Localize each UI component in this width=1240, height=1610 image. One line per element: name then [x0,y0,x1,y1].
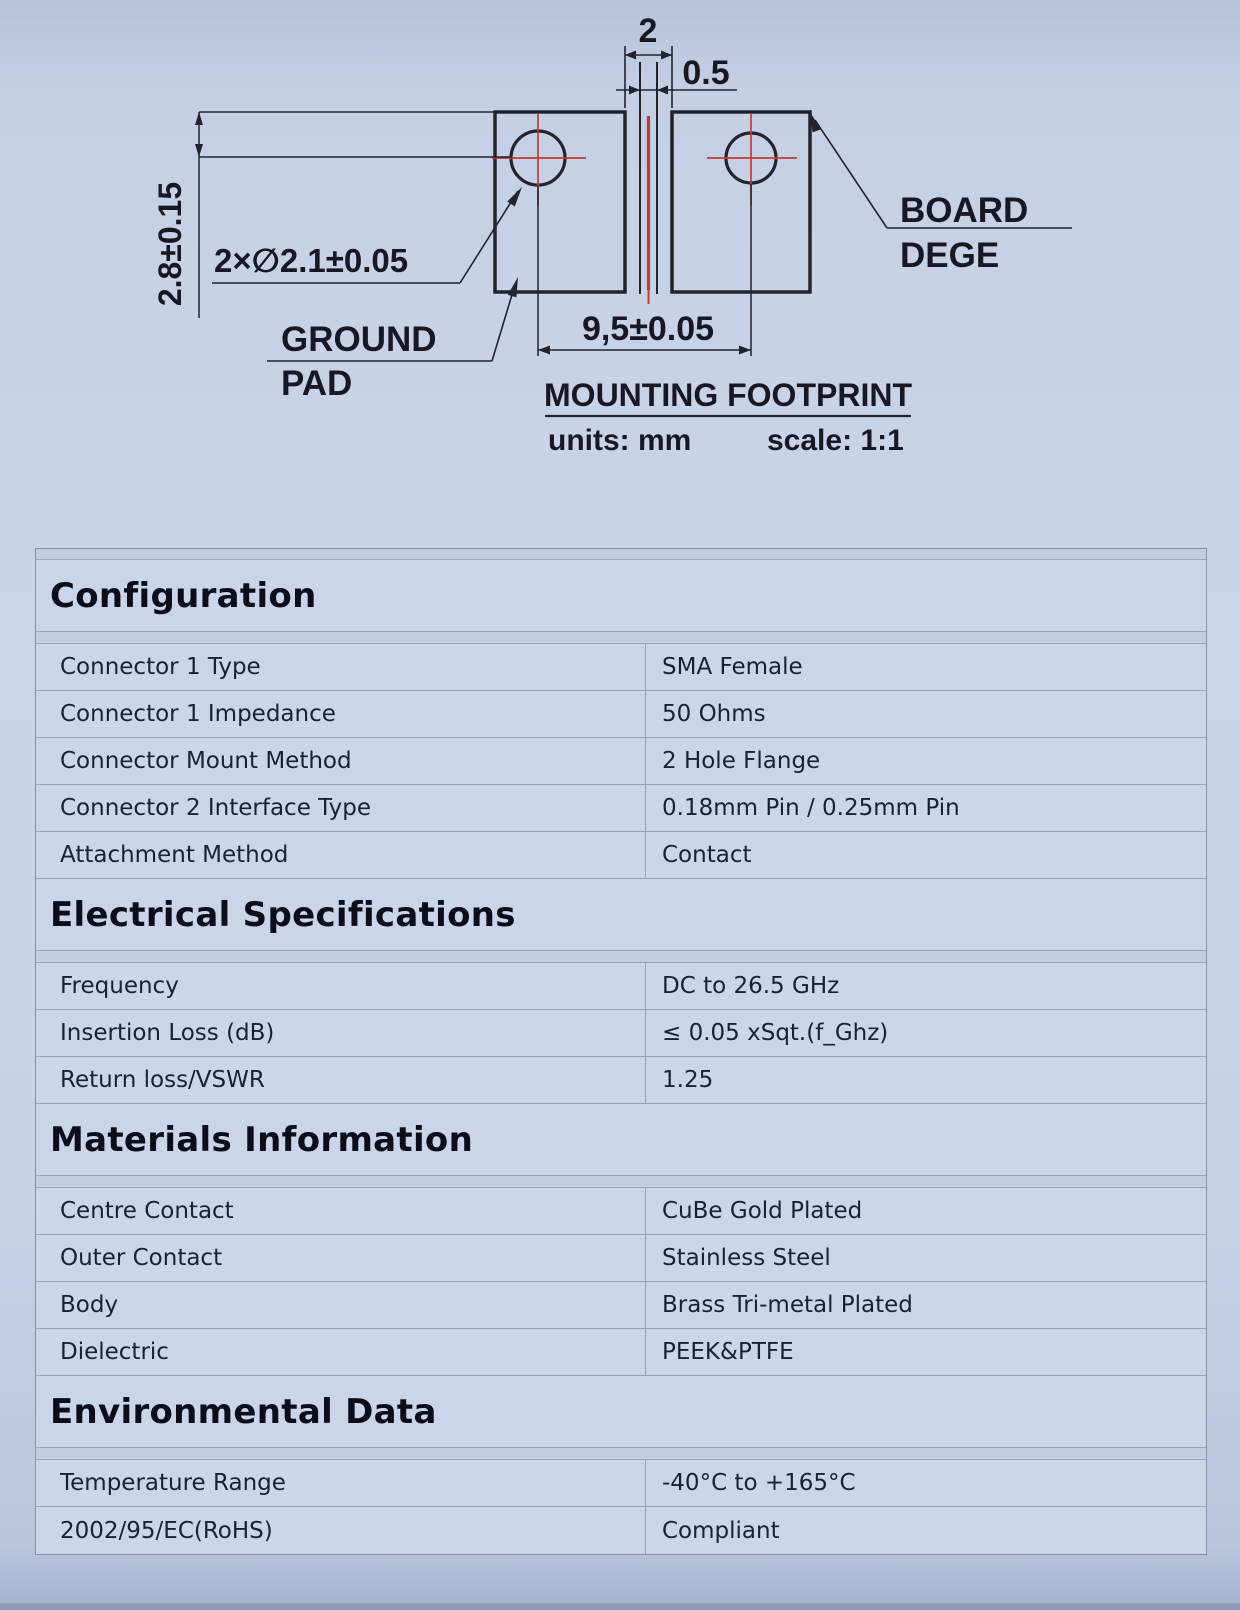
board-edge-label-line1: BOARD [900,191,1029,230]
dim-gap-width [625,46,672,108]
table-row [36,785,1206,832]
table-row [36,963,1206,1010]
section-title: Electrical Specifications [50,894,516,935]
table-row [36,1329,1206,1376]
dim-height-text: 2.8±0.15 [152,181,188,307]
diagram-units: units: mm [548,424,692,457]
callout-holes-text: 2×∅2.1±0.05 [214,242,409,279]
section-title: Materials Information [50,1119,474,1160]
table-row [36,1460,1206,1507]
ground-pad-label-line1: GROUND [281,320,437,359]
table-row [36,832,1206,879]
row-value: ≤ 0.05 xSqt.(f_Ghz) [662,1020,889,1046]
table-row [36,1235,1206,1282]
table-row [36,1282,1206,1329]
row-value: Contact [662,842,752,868]
table-row [36,1010,1206,1057]
row-label: Return loss/VSWR [36,1057,646,1103]
section-header-materials [36,1104,1206,1176]
table-row [36,1188,1206,1235]
row-value: PEEK&PTFE [662,1339,794,1365]
row-value: 50 Ohms [662,701,766,727]
diagram-title: MOUNTING FOOTPRINT [544,377,912,413]
dim-gap-text: 2 [638,12,658,50]
row-label: Connector 2 Interface Type [36,785,646,831]
ground-pad-label-line2: PAD [281,364,353,403]
table-row [36,738,1206,785]
row-label: 2002/95/EC(RoHS) [36,1507,646,1554]
table-row [36,644,1206,691]
row-label: Attachment Method [36,832,646,878]
centre-slot [640,62,657,304]
section-header-electrical [36,879,1206,951]
section-title: Configuration [50,575,317,616]
table-top-strip [36,549,1206,560]
page-bottom-strip [0,1603,1240,1610]
row-value: Stainless Steel [662,1245,831,1271]
row-label: Connector 1 Type [36,644,646,690]
dim-slot-text: 0.5 [682,54,730,92]
section-gap [36,1176,1206,1188]
specification-table [35,548,1207,1555]
section-gap [36,1448,1206,1460]
row-label: Centre Contact [36,1188,646,1234]
right-mounting-hole [707,114,797,205]
row-value: 2 Hole Flange [662,748,821,774]
section-header-environmental [36,1376,1206,1448]
row-label: Connector Mount Method [36,738,646,784]
row-value: Compliant [662,1517,780,1544]
row-value: CuBe Gold Plated [662,1198,863,1224]
row-value: 0.18mm Pin / 0.25mm Pin [662,795,960,821]
dim-pad-span-text: 9,5±0.05 [581,310,715,348]
left-mounting-hole [492,114,586,205]
dim-hole-height [195,112,512,318]
row-value: DC to 26.5 GHz [662,973,840,999]
table-row [36,1507,1206,1554]
diagram-scale: scale: 1:1 [767,424,904,457]
row-label: Connector 1 Impedance [36,691,646,737]
section-header-configuration [36,560,1206,632]
table-row [36,1057,1206,1104]
mounting-footprint-diagram [0,0,1240,548]
row-value: 1.25 [662,1067,714,1093]
row-label: Temperature Range [36,1460,646,1506]
board-edge-label-line2: DEGE [900,236,1000,275]
section-gap [36,632,1206,644]
row-label: Insertion Loss (dB) [36,1010,646,1056]
row-value: SMA Female [662,654,803,680]
row-label: Outer Contact [36,1235,646,1281]
row-label: Frequency [36,963,646,1009]
row-value: -40°C to +165°C [662,1470,856,1496]
right-ground-pad [672,112,810,292]
row-label: Dielectric [36,1329,646,1375]
section-title: Environmental Data [50,1391,437,1432]
footprint-drawing [0,0,1240,548]
row-value: Brass Tri-metal Plated [662,1292,913,1318]
table-row [36,691,1206,738]
section-gap [36,951,1206,963]
row-label: Body [36,1282,646,1328]
